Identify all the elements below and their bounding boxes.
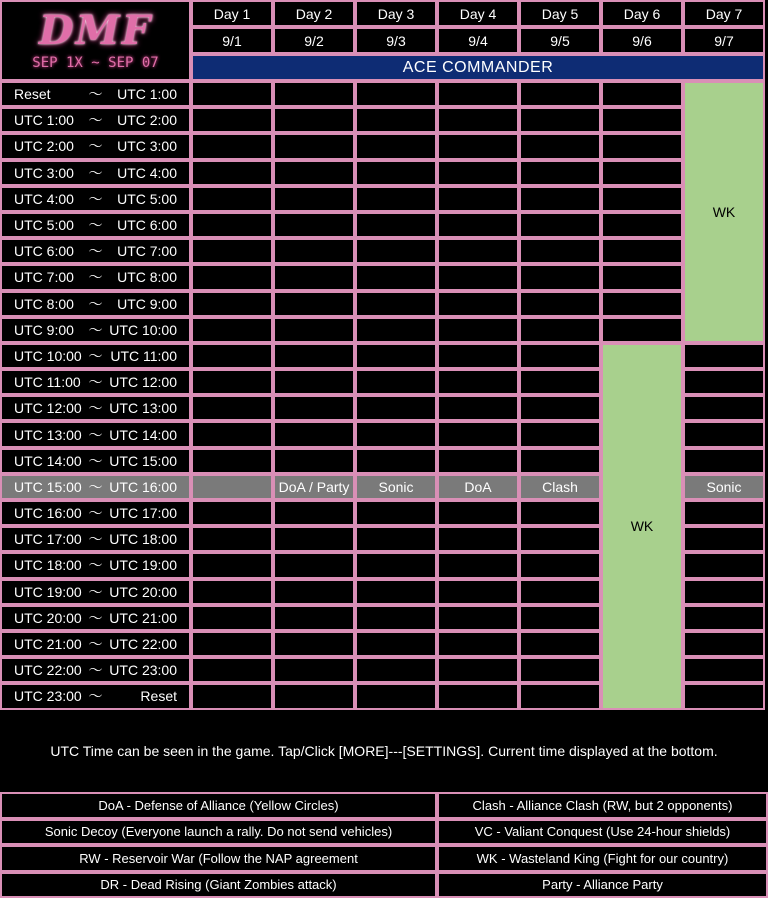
empty-cell xyxy=(355,81,437,107)
empty-cell xyxy=(273,552,355,578)
day-date-3: 9/3 xyxy=(355,27,437,54)
slot-separator: 〜 xyxy=(88,400,103,417)
empty-cell xyxy=(601,186,683,212)
slot-separator: 〜 xyxy=(88,478,103,495)
time-slot-11 xyxy=(0,369,191,395)
empty-cell xyxy=(273,526,355,552)
empty-cell xyxy=(519,81,601,107)
empty-cell xyxy=(437,395,519,421)
slot-start: UTC 1:00 xyxy=(14,112,74,129)
time-slot-6 xyxy=(0,238,191,264)
legend-item: Sonic Decoy (Everyone launch a rally. Do not send vehicles) xyxy=(0,819,437,846)
slot-separator: 〜 xyxy=(88,452,103,469)
empty-cell xyxy=(191,605,273,631)
empty-cell xyxy=(273,605,355,631)
empty-cell xyxy=(355,395,437,421)
empty-cell xyxy=(519,631,601,657)
empty-cell xyxy=(191,474,273,500)
empty-cell xyxy=(519,605,601,631)
legend-item: RW - Reservoir War (Follow the NAP agreement xyxy=(0,845,437,872)
empty-cell xyxy=(191,579,273,605)
slot-separator: 〜 xyxy=(88,347,103,364)
slot-start: UTC 11:00 xyxy=(14,374,81,391)
empty-cell xyxy=(601,81,683,107)
slot-separator: 〜 xyxy=(88,505,103,522)
slot-start: UTC 10:00 xyxy=(14,347,82,364)
empty-cell xyxy=(437,683,519,709)
empty-cell xyxy=(519,500,601,526)
empty-cell xyxy=(273,657,355,683)
empty-cell xyxy=(355,631,437,657)
empty-cell xyxy=(683,631,765,657)
time-slot-19 xyxy=(0,579,191,605)
legend-item: Party - Alliance Party xyxy=(437,872,768,898)
empty-cell xyxy=(601,212,683,238)
empty-cell xyxy=(191,186,273,212)
empty-cell xyxy=(191,683,273,709)
empty-cell xyxy=(519,160,601,186)
slot-start: UTC 9:00 xyxy=(14,321,74,338)
day-header-3: Day 3 xyxy=(355,0,437,27)
slot-end: UTC 17:00 xyxy=(109,505,177,522)
slot-end: UTC 18:00 xyxy=(109,531,177,548)
slot-separator: 〜 xyxy=(88,609,103,626)
time-slot-21 xyxy=(0,631,191,657)
slot-end: UTC 4:00 xyxy=(117,164,177,181)
slot-start: UTC 16:00 xyxy=(14,505,82,522)
time-slot-17 xyxy=(0,526,191,552)
empty-cell xyxy=(355,605,437,631)
empty-cell xyxy=(273,81,355,107)
empty-cell xyxy=(519,291,601,317)
empty-cell xyxy=(683,657,765,683)
slot-separator: 〜 xyxy=(88,190,103,207)
empty-cell xyxy=(355,238,437,264)
slot-end: UTC 23:00 xyxy=(109,662,177,679)
day-header-4: Day 4 xyxy=(437,0,519,27)
day-date-2: 9/2 xyxy=(273,27,355,54)
slot-separator: 〜 xyxy=(88,636,103,653)
empty-cell xyxy=(683,605,765,631)
slot-separator: 〜 xyxy=(88,583,103,600)
slot-start: UTC 12:00 xyxy=(14,400,82,417)
empty-cell xyxy=(519,212,601,238)
event-cell: Sonic xyxy=(683,474,765,500)
slot-end: UTC 16:00 xyxy=(109,478,177,495)
empty-cell xyxy=(191,657,273,683)
empty-cell xyxy=(191,264,273,290)
slot-end: UTC 14:00 xyxy=(109,426,177,443)
day-date-6: 9/6 xyxy=(601,27,683,54)
time-slot-13 xyxy=(0,421,191,447)
slot-start: UTC 14:00 xyxy=(14,452,82,469)
banner-ace-commander: ACE COMMANDER xyxy=(191,54,765,81)
empty-cell xyxy=(683,421,765,447)
slot-separator: 〜 xyxy=(88,321,103,338)
slot-end: UTC 20:00 xyxy=(109,583,177,600)
empty-cell xyxy=(191,526,273,552)
empty-cell xyxy=(191,369,273,395)
time-slot-9 xyxy=(0,317,191,343)
slot-separator: 〜 xyxy=(88,662,103,679)
event-cell: Clash xyxy=(519,474,601,500)
empty-cell xyxy=(519,395,601,421)
empty-cell xyxy=(437,579,519,605)
empty-cell xyxy=(683,369,765,395)
slot-separator: 〜 xyxy=(88,426,103,443)
empty-cell xyxy=(519,448,601,474)
empty-cell xyxy=(601,264,683,290)
day-date-5: 9/5 xyxy=(519,27,601,54)
time-slot-16 xyxy=(0,500,191,526)
slot-start: UTC 2:00 xyxy=(14,138,74,155)
empty-cell xyxy=(191,291,273,317)
slot-start: UTC 3:00 xyxy=(14,164,74,181)
slot-separator: 〜 xyxy=(88,86,103,103)
empty-cell xyxy=(191,500,273,526)
legend-item: VC - Valiant Conquest (Use 24-hour shields) xyxy=(437,819,768,846)
empty-cell xyxy=(273,317,355,343)
empty-cell xyxy=(519,264,601,290)
slot-start: Reset xyxy=(14,86,51,103)
utc-note: UTC Time can be seen in the game. Tap/Click [MORE]---[SETTINGS]. Current time displayed at the bottom. xyxy=(50,743,718,759)
slot-separator: 〜 xyxy=(88,688,103,705)
empty-cell xyxy=(683,526,765,552)
event-wk-day6: WK xyxy=(601,343,683,710)
event-cell: DoA / Party xyxy=(273,474,355,500)
slot-end: UTC 21:00 xyxy=(109,609,177,626)
empty-cell xyxy=(273,421,355,447)
slot-end: UTC 13:00 xyxy=(109,400,177,417)
empty-cell xyxy=(273,500,355,526)
empty-cell xyxy=(437,526,519,552)
time-slot-15 xyxy=(0,474,191,500)
slot-start: UTC 17:00 xyxy=(14,531,82,548)
empty-cell xyxy=(355,160,437,186)
day-header-2: Day 2 xyxy=(273,0,355,27)
slot-start: UTC 19:00 xyxy=(14,583,82,600)
empty-cell xyxy=(437,291,519,317)
legend-item: DR - Dead Rising (Giant Zombies attack) xyxy=(0,872,437,898)
day-header-5: Day 5 xyxy=(519,0,601,27)
time-slot-2 xyxy=(0,133,191,159)
slot-separator: 〜 xyxy=(88,295,103,312)
slot-separator: 〜 xyxy=(88,557,103,574)
empty-cell xyxy=(437,343,519,369)
slot-start: UTC 7:00 xyxy=(14,269,74,286)
slot-end: UTC 15:00 xyxy=(109,452,177,469)
empty-cell xyxy=(355,212,437,238)
time-slot-1 xyxy=(0,107,191,133)
empty-cell xyxy=(191,395,273,421)
empty-cell xyxy=(273,369,355,395)
day-date-1: 9/1 xyxy=(191,27,273,54)
time-slot-22 xyxy=(0,657,191,683)
slot-separator: 〜 xyxy=(88,269,103,286)
day-date-7: 9/7 xyxy=(683,27,765,54)
slot-start: UTC 13:00 xyxy=(14,426,82,443)
day-header-1: Day 1 xyxy=(191,0,273,27)
empty-cell xyxy=(355,657,437,683)
empty-cell xyxy=(683,683,765,709)
empty-cell xyxy=(437,238,519,264)
slot-separator: 〜 xyxy=(88,243,103,260)
empty-cell xyxy=(191,107,273,133)
empty-cell xyxy=(601,133,683,159)
empty-cell xyxy=(273,395,355,421)
empty-cell xyxy=(437,317,519,343)
slot-end: UTC 9:00 xyxy=(117,295,177,312)
logo-text: DMF xyxy=(38,6,153,54)
legend xyxy=(0,790,768,898)
slot-separator: 〜 xyxy=(88,374,103,391)
day-header-6: Day 6 xyxy=(601,0,683,27)
empty-cell xyxy=(519,133,601,159)
empty-cell xyxy=(601,291,683,317)
empty-cell xyxy=(519,421,601,447)
empty-cell xyxy=(519,369,601,395)
empty-cell xyxy=(683,343,765,369)
time-slot-10 xyxy=(0,343,191,369)
empty-cell xyxy=(601,107,683,133)
empty-cell xyxy=(437,657,519,683)
empty-cell xyxy=(191,343,273,369)
empty-cell xyxy=(437,264,519,290)
slot-end: UTC 3:00 xyxy=(117,138,177,155)
empty-cell xyxy=(273,291,355,317)
slot-start: UTC 8:00 xyxy=(14,295,74,312)
empty-cell xyxy=(683,500,765,526)
empty-cell xyxy=(273,683,355,709)
empty-cell xyxy=(355,526,437,552)
empty-cell xyxy=(519,107,601,133)
empty-cell xyxy=(437,500,519,526)
empty-cell xyxy=(191,238,273,264)
empty-cell xyxy=(355,421,437,447)
legend-item: WK - Wasteland King (Fight for our country) xyxy=(437,845,768,872)
empty-cell xyxy=(683,448,765,474)
legend-item: Clash - Alliance Clash (RW, but 2 opponents) xyxy=(437,792,768,819)
empty-cell xyxy=(601,238,683,264)
slot-separator: 〜 xyxy=(88,112,103,129)
slot-end: UTC 22:00 xyxy=(109,636,177,653)
empty-cell xyxy=(519,317,601,343)
empty-cell xyxy=(437,160,519,186)
slot-start: UTC 23:00 xyxy=(14,688,82,705)
slot-end: UTC 1:00 xyxy=(117,86,177,103)
time-slot-18 xyxy=(0,552,191,578)
empty-cell xyxy=(191,552,273,578)
slot-end: UTC 19:00 xyxy=(109,557,177,574)
empty-cell xyxy=(273,212,355,238)
day-header-7: Day 7 xyxy=(683,0,765,27)
empty-cell xyxy=(437,186,519,212)
slot-start: UTC 6:00 xyxy=(14,243,74,260)
empty-cell xyxy=(191,421,273,447)
empty-cell xyxy=(437,212,519,238)
empty-cell xyxy=(273,133,355,159)
time-slot-3 xyxy=(0,160,191,186)
empty-cell xyxy=(191,317,273,343)
empty-cell xyxy=(355,579,437,605)
empty-cell xyxy=(519,552,601,578)
logo xyxy=(0,0,191,81)
empty-cell xyxy=(273,448,355,474)
slot-end: UTC 10:00 xyxy=(109,321,177,338)
empty-cell xyxy=(355,552,437,578)
slot-end: UTC 2:00 xyxy=(117,112,177,129)
empty-cell xyxy=(355,369,437,395)
time-slot-5 xyxy=(0,212,191,238)
empty-cell xyxy=(273,238,355,264)
empty-cell xyxy=(191,212,273,238)
empty-cell xyxy=(273,160,355,186)
empty-cell xyxy=(601,317,683,343)
empty-cell xyxy=(437,107,519,133)
empty-cell xyxy=(355,683,437,709)
empty-cell xyxy=(355,291,437,317)
empty-cell xyxy=(273,631,355,657)
time-slot-4 xyxy=(0,186,191,212)
empty-cell xyxy=(683,395,765,421)
slot-start: UTC 21:00 xyxy=(14,636,82,653)
time-slot-20 xyxy=(0,605,191,631)
slot-separator: 〜 xyxy=(88,531,103,548)
slot-end: Reset xyxy=(140,688,177,705)
empty-cell xyxy=(437,369,519,395)
time-slot-0 xyxy=(0,81,191,107)
empty-cell xyxy=(191,81,273,107)
day-date-4: 9/4 xyxy=(437,27,519,54)
empty-cell xyxy=(519,579,601,605)
empty-cell xyxy=(273,343,355,369)
slot-start: UTC 18:00 xyxy=(14,557,82,574)
time-slot-14 xyxy=(0,448,191,474)
empty-cell xyxy=(355,186,437,212)
slot-end: UTC 8:00 xyxy=(117,269,177,286)
empty-cell xyxy=(355,264,437,290)
slot-start: UTC 15:00 xyxy=(14,478,82,495)
empty-cell xyxy=(437,81,519,107)
empty-cell xyxy=(683,552,765,578)
slot-end: UTC 7:00 xyxy=(117,243,177,260)
empty-cell xyxy=(683,579,765,605)
logo-dates: SEP 1X ~ SEP 07 xyxy=(32,54,159,71)
empty-cell xyxy=(355,133,437,159)
empty-cell xyxy=(519,683,601,709)
empty-cell xyxy=(437,552,519,578)
empty-cell xyxy=(273,107,355,133)
legend-item: DoA - Defense of Alliance (Yellow Circles) xyxy=(0,792,437,819)
empty-cell xyxy=(273,264,355,290)
empty-cell xyxy=(437,133,519,159)
slot-end: UTC 11:00 xyxy=(110,347,177,364)
empty-cell xyxy=(519,238,601,264)
slot-separator: 〜 xyxy=(88,138,103,155)
empty-cell xyxy=(191,631,273,657)
event-wk-day7: WK xyxy=(683,81,765,343)
empty-cell xyxy=(519,526,601,552)
empty-cell xyxy=(437,448,519,474)
empty-cell xyxy=(519,343,601,369)
time-slot-23 xyxy=(0,683,191,709)
empty-cell xyxy=(355,317,437,343)
slot-end: UTC 6:00 xyxy=(117,217,177,234)
time-slot-7 xyxy=(0,264,191,290)
empty-cell xyxy=(355,107,437,133)
slot-start: UTC 22:00 xyxy=(14,662,82,679)
empty-cell xyxy=(437,605,519,631)
empty-cell xyxy=(273,579,355,605)
slot-separator: 〜 xyxy=(88,217,103,234)
time-slot-12 xyxy=(0,395,191,421)
event-cell: Sonic xyxy=(355,474,437,500)
slot-end: UTC 12:00 xyxy=(109,374,177,391)
slot-start: UTC 4:00 xyxy=(14,190,74,207)
empty-cell xyxy=(601,160,683,186)
empty-cell xyxy=(519,657,601,683)
slot-end: UTC 5:00 xyxy=(117,190,177,207)
empty-cell xyxy=(191,448,273,474)
empty-cell xyxy=(355,500,437,526)
empty-cell xyxy=(519,186,601,212)
time-slot-8 xyxy=(0,291,191,317)
slot-separator: 〜 xyxy=(88,164,103,181)
event-cell: DoA xyxy=(437,474,519,500)
empty-cell xyxy=(355,343,437,369)
empty-cell xyxy=(437,631,519,657)
slot-start: UTC 20:00 xyxy=(14,609,82,626)
slot-start: UTC 5:00 xyxy=(14,217,74,234)
empty-cell xyxy=(191,133,273,159)
empty-cell xyxy=(273,186,355,212)
empty-cell xyxy=(191,160,273,186)
empty-cell xyxy=(355,448,437,474)
empty-cell xyxy=(437,421,519,447)
